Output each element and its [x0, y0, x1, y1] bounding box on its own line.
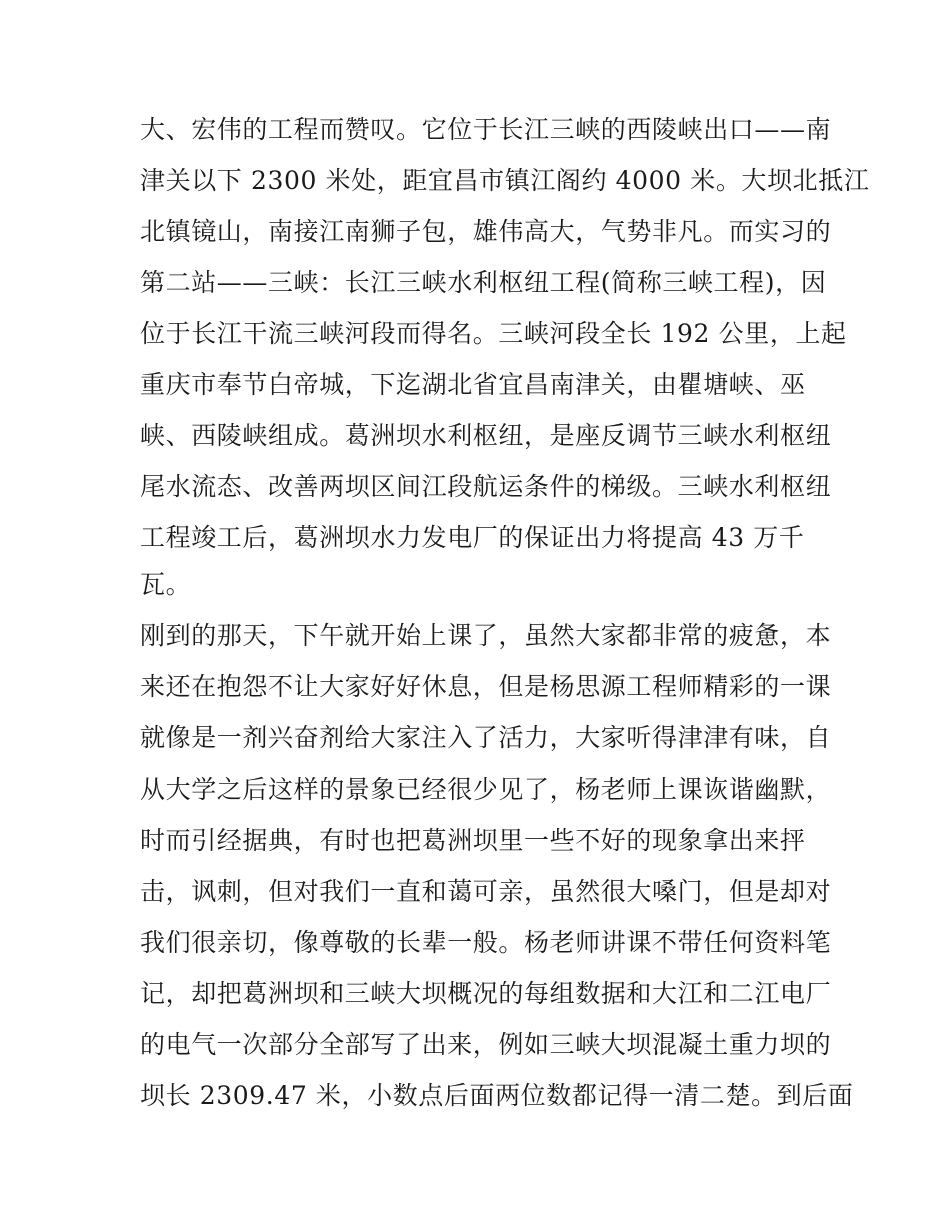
text-line: 北镇镜山，南接江南狮子包，雄伟高大，气势非凡。而实习的: [140, 217, 832, 246]
text-line: 峡、西陵峡组成。葛洲坝水利枢纽，是座反调节三峡水利枢纽: [140, 421, 832, 450]
text-line: 的电气一次部分全部写了出来，例如三峡大坝混凝土重力坝的: [140, 1030, 832, 1059]
text-line: 从大学之后这样的景象已经很少见了，杨老师上课诙谐幽默，: [140, 775, 832, 804]
text-line: 大、宏伟的工程而赞叹。它位于长江三峡的西陵峡出口——南: [140, 115, 832, 144]
text-line: 津关以下 2300 米处，距宜昌市镇江阁约 4000 米。大坝北抵江: [140, 166, 870, 195]
text-line: 来还在抱怨不让大家好好休息，但是杨思源工程师精彩的一课: [140, 672, 832, 701]
text-line: 工程竣工后，葛洲坝水力发电厂的保证出力将提高 43 万千: [140, 523, 805, 552]
text-line: 刚到的那天，下午就开始上课了，虽然大家都非常的疲惫，本: [140, 621, 832, 650]
text-line: 第二站——三峡：长江三峡水利枢纽工程(简称三峡工程)，因: [140, 268, 827, 297]
text-line: 重庆市奉节白帝城，下迄湖北省宜昌南津关，由瞿塘峡、巫: [140, 370, 806, 399]
text-line: 坝长 2309.47 米，小数点后面两位数都记得一清二楚。到后面: [140, 1081, 854, 1110]
text-line: 击，讽刺，但对我们一直和蔼可亲，虽然很大嗓门，但是却对: [140, 877, 832, 906]
text-line: 时而引经据典，有时也把葛洲坝里一些不好的现象拿出来抨: [140, 826, 806, 855]
text-line: 尾水流态、改善两坝区间江段航运条件的梯级。三峡水利枢纽: [140, 472, 832, 501]
text-line: 记，却把葛洲坝和三峡大坝概况的每组数据和大江和二江电厂: [140, 979, 832, 1008]
text-line: 就像是一剂兴奋剂给大家注入了活力，大家听得津津有味，自: [140, 723, 832, 752]
text-line: 瓦。: [140, 570, 192, 599]
text-line: 我们很亲切，像尊敬的长辈一般。杨老师讲课不带任何资料笔: [140, 928, 832, 957]
text-line: 位于长江干流三峡河段而得名。三峡河段全长 192 公里，上起: [140, 319, 847, 348]
